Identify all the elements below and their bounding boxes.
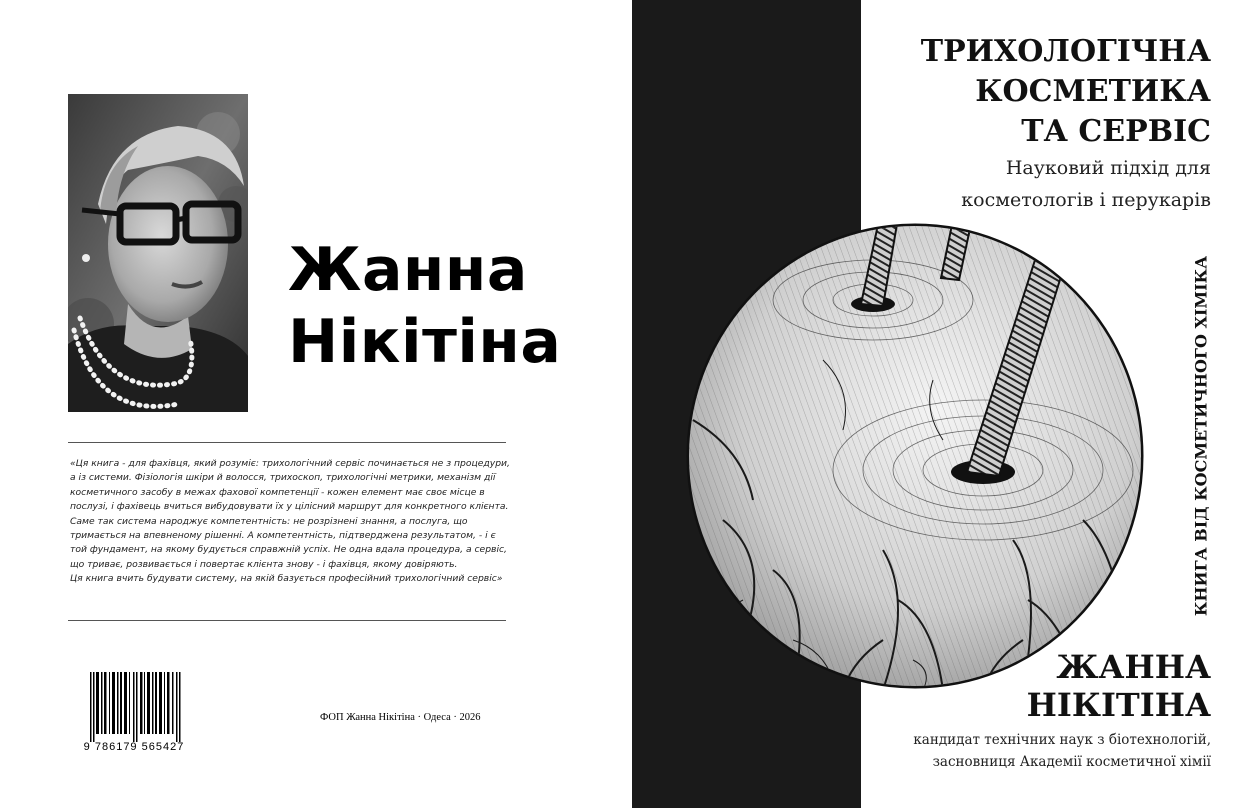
book-subtitle xyxy=(961,152,1211,216)
back-cover-blurb xyxy=(70,457,510,587)
isbn-number: 9 786179 565427 xyxy=(83,741,185,753)
back-author-last-name: Нікітіна xyxy=(288,307,562,377)
book-title xyxy=(921,32,1211,152)
title-line: ТА СЕРВІС xyxy=(1021,114,1211,149)
author-portrait-icon xyxy=(68,94,248,412)
blurb-bottom-divider xyxy=(68,620,506,621)
vertical-series-label: КНИГА ВІД КОСМЕТИЧНОГО ХІМІКА xyxy=(1191,255,1211,617)
back-author-name xyxy=(288,234,561,378)
blurb-paragraph: Саме так система народжує компетентність: не розрізнені знання, а послуга, що тримається на впевненому рішенні. А компетентність, підтверджена результатом, - і є той фундамент, на якому будується справжній успіх. Не одна вдала процедура, а сервіс, що триває, розвивається і повертає клієнта знову - і фахівця, якому довіряють. xyxy=(70,515,507,570)
back-author-first-name: Жанна xyxy=(288,235,528,305)
author-credentials xyxy=(913,729,1211,773)
blurb-top-divider xyxy=(68,442,506,443)
skin-hair-follicle-icon xyxy=(683,220,1147,692)
publisher-line: ФОП Жанна Нікітіна · Одеса · 2026 xyxy=(320,712,481,723)
barcode-icon xyxy=(88,672,184,742)
subtitle-line: Науковий підхід для xyxy=(1005,157,1211,179)
title-line: ТРИХОЛОГІЧНА xyxy=(920,34,1211,69)
subtitle-line: косметологів і перукарів xyxy=(961,189,1211,211)
credential-line: кандидат технічних наук з біотехнологій, xyxy=(913,732,1211,748)
title-line: КОСМЕТИКА xyxy=(975,74,1211,109)
front-author-first-name: ЖАННА xyxy=(1056,648,1211,686)
blurb-paragraph: «Ця книга - для фахівця, який розуміє: трихологічний сервіс починається не з процедури, а із системи. Фізіологія шкіри й волосся, трихоскоп, трихологічні метрики, механізм дії косметичного засобу в межах фахової компетенції - кожен елемент має своє місце в послузі, і фахівець вчиться вибудовувати їх у цілісний маршрут для конкретного клієнта. xyxy=(70,458,510,513)
blurb-paragraph: Ця книга вчить будувати систему, на якій базується професійний трихологічний сервіс» xyxy=(70,573,503,585)
front-author-last-name: НІКІТІНА xyxy=(1026,686,1211,724)
credential-line: засновниця Академії косметичної хімії xyxy=(932,754,1211,770)
